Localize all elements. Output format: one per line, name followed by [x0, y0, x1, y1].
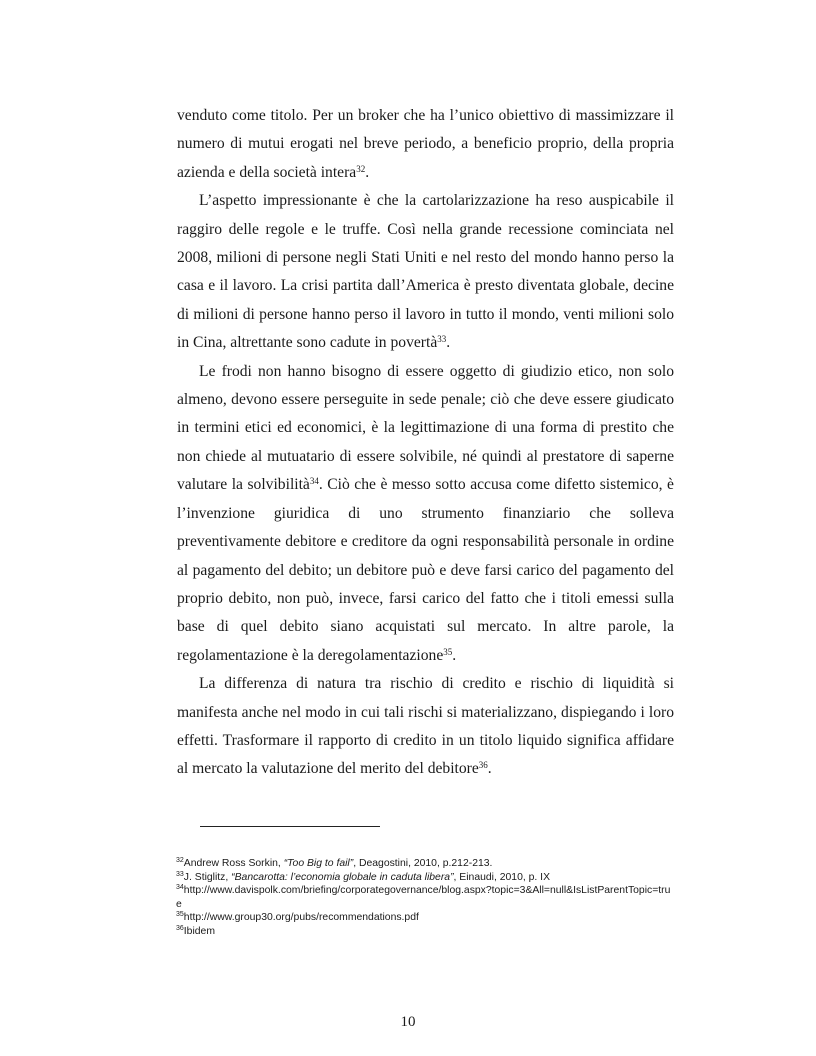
page-number: 10 [400, 1014, 416, 1030]
paragraph-4: La differenza di natura tra rischio di credito e rischio di liquidità si manifesta anche nel modo in cui tali rischi si materializzano, dispiegando i loro effetti. Trasformare il rapporto di credito in un titolo liquido significa affidare al mercato la valutazione del merito del debitore$^{36}$. [177, 675, 674, 778]
footnote-33: $^{33}$J. Stiglitz, “Bancarotta: l’economia globale in caduta libera”, Einaudi, 2010, p. IX [176, 870, 550, 883]
footnote-ref-36[interactable]: 36 [478, 760, 488, 771]
footnote-link-34[interactable]: http://www.davispolk.com/briefing/corporategovernance/blog.aspx?topic=3&All=null&IsListParentTopic=true [176, 885, 671, 910]
footnote-35: $^{35}$http://www.group30.org/pubs/recommendations.pdf [176, 911, 419, 924]
footnote-link-35[interactable]: http://www.group30.org/pubs/recommendations.pdf [183, 912, 419, 924]
paragraph-1: venduto come titolo. Per un broker che ha l’unico obiettivo di massimizzare il numero di mutui erogati nel breve periodo, a beneficio proprio, della propria azienda e della società intera$^{32}$. [177, 107, 674, 181]
footnote-ref-35[interactable]: 35 [443, 646, 453, 657]
footnotes [176, 857, 676, 939]
footnote-divider [200, 826, 380, 827]
footnote-ref-34[interactable]: 34 [309, 476, 319, 487]
paragraph-2: L’aspetto impressionante è che la cartolarizzazione ha reso auspicabile il raggiro delle regole e le truffe. Così nella grande recessione cominciata nel 2008, milioni di persone negli Stati Uniti e nel resto del mondo hanno perso la casa e il lavoro. La crisi partita dall’America è presto diventata globale, decine di milioni di persone hanno perso il lavoro in tutto il mondo, venti milioni solo in Cina, altrettante sono cadute in povertà$^{33}$. [177, 192, 674, 352]
footnote-36: $^{36}$Ibidem [176, 924, 215, 937]
footnote-ref-33[interactable]: 33 [437, 334, 447, 345]
footnote-32: $^{32}$Andrew Ross Sorkin, “Too Big to fail”, Deagostini, 2010, p.212-213. [176, 857, 493, 869]
footnote-ref-32[interactable]: 32 [356, 163, 366, 174]
main-text [177, 102, 674, 784]
footnote-34: $^{34}$http://www.davispolk.com/briefing/corporategovernance/blog.aspx?topic=3&All=null&IsListParentTopic=true [176, 884, 671, 910]
paragraph-3: Le frodi non hanno bisogno di essere oggetto di giudizio etico, non solo almeno, devono essere perseguite in sede penale; ciò che deve essere giudicato in termini etici ed economici, è la legittimazione di una forma di prestito che non chiede al mutuatario di essere solvibile, né quindi al prestatore di saperne valutare la solvibilità$^{34}$. Ciò che è messo sotto accusa come difetto sistemico, è l’invenzione giuridica di uno strumento finanziario che solleva preventivamente debitore e creditore da ogni responsabilità personale in ordine al pagamento del debito; un debitore può e deve farsi carico del pagamento del proprio debito, non può, invece, farsi carico del fatto che i titoli emessi sulla base di quel debito siano acquistati sul mercato. In altre parole, la regolamentazione è la deregolamentazione$^{35}$. [177, 362, 674, 664]
